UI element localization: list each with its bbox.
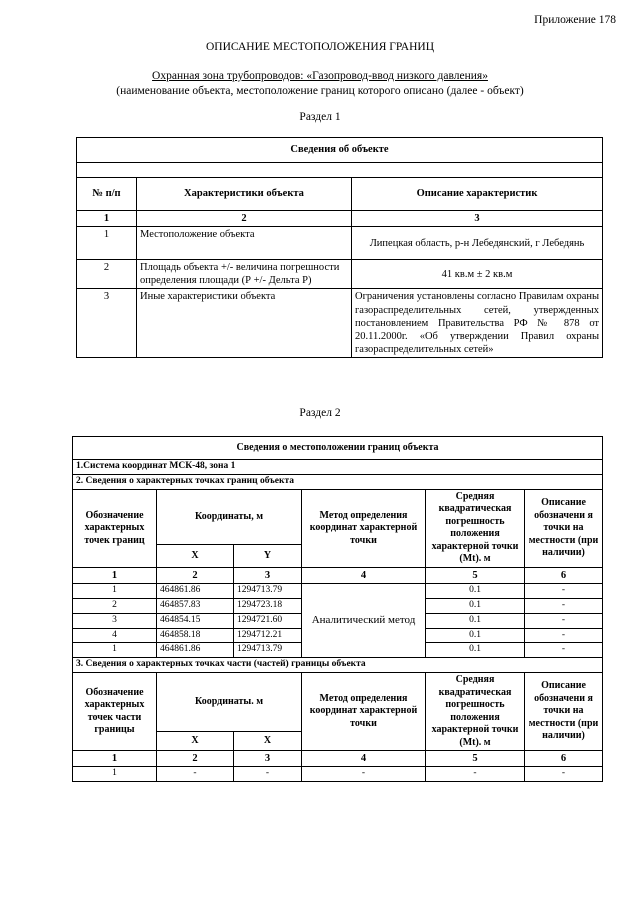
table-title-row — [77, 138, 603, 163]
object-name-note: (наименование объекта, местоположение границ которого описано (далее - объект) — [116, 85, 524, 97]
table-row: 4 464858.18 1294712.21 0.1 - — [73, 628, 603, 643]
document-title: ОПИСАНИЕ МЕСТОПОЛОЖЕНИЯ ГРАНИЦ — [205, 41, 435, 53]
method-cell: Аналитический метод — [302, 583, 426, 657]
column-number: 1 — [77, 211, 137, 227]
header-row — [77, 178, 603, 211]
table-row: 1 - - - - - — [73, 767, 603, 782]
coord-system: 1.Система координат МСК-48, зона 1 — [73, 460, 603, 475]
number-row — [77, 211, 603, 227]
table-row: 3 Иные характеристики объекта Ограничения установлены согласно Правилам охраны газораспределительных сетей, утвержденных постановлением Правительства РФ № 878 от 20.11.2000г. «Об утверждении Правил охраны газораспределительных сетей» — [77, 289, 603, 358]
table-row: 1 464861.86 1294713.79 Аналитический метод 0.1 - — [73, 583, 603, 598]
section-1-label: Раздел 1 — [299, 111, 341, 123]
table-row: 3 464854.15 1294721.60 0.1 - — [73, 613, 603, 628]
spacer-row — [77, 163, 603, 178]
table-title: Сведения об объекте — [77, 138, 603, 163]
object-name: Охранная зона трубопроводов: «Газопровод-ввод низкого давления» — [152, 70, 488, 82]
column-header: Описание характеристик — [352, 178, 603, 211]
column-header: Характеристики объекта — [137, 178, 352, 211]
table-title: Сведения о местоположении границ объекта — [73, 437, 603, 460]
table-row: 2 Площадь объекта +/- величина погрешности определения площади (Р +/- Дельта Р) 41 кв.м ± 2 кв.м — [77, 260, 603, 289]
table-row: 2 464857.83 1294723.18 0.1 - — [73, 598, 603, 613]
column-number: 2 — [137, 211, 352, 227]
table-row: 1 Местоположение объекта Липецкая область, р-н Лебедянский, г Лебедянь — [77, 227, 603, 260]
table-row: 1 464861.86 1294713.79 0.1 - — [73, 643, 603, 658]
column-number: 3 — [352, 211, 603, 227]
appendix-number: Приложение 178 — [534, 14, 616, 26]
part-3-title: 3. Сведения о характерных точках части (частей) границы объекта — [73, 658, 603, 673]
number-row: 1 2 3 4 5 6 — [73, 751, 603, 767]
boundary-points-table: Сведения о местоположении границ объекта 1.Система координат МСК-48, зона 1 2. Сведения о характерных точках границ объекта Обозначение характерных точек границ Координаты, м Метод определения координат характерной точки Средняя квадратическая погрешность положения характерной точки (Mt). м Описание обозначени я точки на местности (при наличии) X Y 1 2 3 4 5 6 1 464861.86 1294713.79 Аналитический метод 0.1 - 2 464857.83 1294723.18 0.1 - 3 464854.15 1294721.60 0.1 - 4 464858.18 1294712.21 0.1 - 1 464861.86 1294713.79 0.1 - 3. Сведения о характерных точках части (частей) границы объекта Обозначение характерных точек части границы Координаты. м Метод определения координат характерной точки Средняя квадратическая погрешность положения характерной точки (Mt). м Описание обозначени я точки на местности (при наличии) X X 1 2 3 4 5 6 1 - - - - - — [72, 436, 603, 782]
object-info-table — [76, 137, 603, 358]
number-row: 1 2 3 4 5 6 — [73, 567, 603, 583]
section-2-label: Раздел 2 — [299, 407, 341, 419]
column-header: № п/п — [77, 178, 137, 211]
part-2-title: 2. Сведения о характерных точках границ объекта — [73, 474, 603, 489]
